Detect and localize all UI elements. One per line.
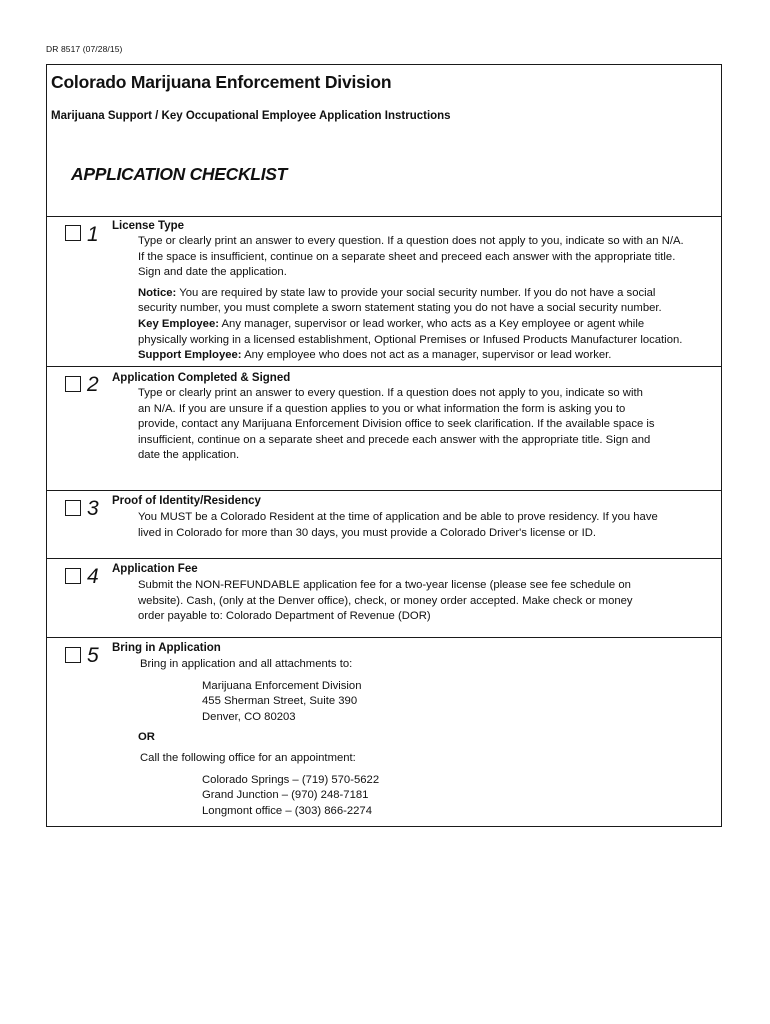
item-4-line: order payable to: Colorado Department of Revenue (DOR) [138,610,431,623]
item-number-3: 3 [87,497,99,520]
key-employee-line-2: physically working in a licensed establishment, Optional Premises or Infused Products Manufacturer location. [138,333,683,346]
item-2-line: Type or clearly print an answer to every question. If a question does not apply to you, indicate so with [138,387,643,399]
checklist-item-3 [47,491,721,559]
address-line: 455 Sherman Street, Suite 390 [202,695,358,708]
key-employee-label: Key Employee: [138,317,219,330]
checklist-item-5 [47,638,721,826]
item-3-line: lived in Colorado for more than 30 days, you must provide a Colorado Driver's license or ID. [138,526,597,539]
item-2-line: provide, contact any Marijuana Enforcement Division office to seek clarification. If the available space is [138,418,655,431]
item-body-4 [138,578,718,625]
form-code: DR 8517 (07/28/15) [46,44,123,54]
item-2-line: insufficient, continue on a separate sheet and precede each answer with the appropriate title. Sign and [138,433,651,446]
item-2-line: date the application. [138,449,240,462]
checkbox-item-2[interactable] [65,376,81,392]
office-phone: Longmont office – (303) 866-2274 [202,804,372,817]
item-1-line: Sign and date the application. [138,266,287,279]
checkbox-item-1[interactable] [65,225,81,241]
item-body-2 [138,386,718,464]
office-phone: Colorado Springs – (719) 570-5622 [202,773,380,786]
key-employee-definition [138,317,718,333]
call-text: Call the following office for an appointment: [140,751,356,764]
checklist-item-1 [47,217,721,367]
item-number-2: 2 [87,373,99,396]
item-1-line: If the space is insufficient, continue on a separate sheet and preceed each answer with the appropriate title. [138,250,676,263]
item-1-line: Type or clearly print an answer to every question. If a question does not apply to you, indicate so with an N/A. [138,235,684,247]
header-section [47,65,721,217]
checklist-frame [46,64,722,827]
notice-label: Notice: [138,286,177,299]
bring-in-intro: Bring in application and all attachments to: [140,658,353,670]
checkbox-item-4[interactable] [65,568,81,584]
notice-line-2: security number, you must complete a sworn statement stating you do not have a social security number. [138,302,662,315]
or-label: OR [138,731,155,744]
checkbox-item-3[interactable] [65,500,81,516]
office-phone: Grand Junction – (970) 248-7181 [202,789,369,802]
item-title-2: Application Completed & Signed [112,372,291,384]
address-line: Marijuana Enforcement Division [202,679,362,692]
item-title-4: Application Fee [112,563,198,575]
item-number-5: 5 [87,644,99,667]
item-4-line: Submit the NON-REFUNDABLE application fee for a two-year license (please see fee schedule on [138,579,631,591]
division-title: Colorado Marijuana Enforcement Division [51,72,392,92]
address-line: Denver, CO 80203 [202,710,296,723]
checklist-title: APPLICATION CHECKLIST [71,164,288,184]
support-employee-definition [138,348,718,364]
item-number-1: 1 [87,223,99,246]
checkbox-item-5[interactable] [65,647,81,663]
checklist-item-2 [47,367,721,491]
item-title-5: Bring in Application [112,642,221,654]
item-3-line: You MUST be a Colorado Resident at the time of application and be able to prove residency. If you have [138,511,658,523]
support-employee-text: Any employee who does not act as a manager, supervisor or lead worker. [241,349,612,362]
item-number-4: 4 [87,565,99,588]
notice-paragraph [138,286,718,302]
item-title-1: License Type [112,220,185,232]
item-title-3: Proof of Identity/Residency [112,495,261,507]
item-4-line: website). Cash, (only at the Denver office), check, or money order accepted. Make check or money [138,594,633,607]
item-body-1 [138,234,718,364]
item-2-line: an N/A. If you are unsure if a question applies to you or what information the form is asking you to [138,402,626,415]
item-body-5 [138,657,718,819]
instructions-subtitle: Marijuana Support / Key Occupational Employee Application Instructions [51,110,451,122]
item-body-3 [138,510,718,541]
notice-text: You are required by state law to provide your social security number. If you do not have a social [176,286,656,299]
key-employee-text: Any manager, supervisor or lead worker, who acts as a Key employee or agent while [219,317,645,330]
support-employee-label: Support Employee: [138,349,242,362]
checklist-item-4 [47,559,721,638]
